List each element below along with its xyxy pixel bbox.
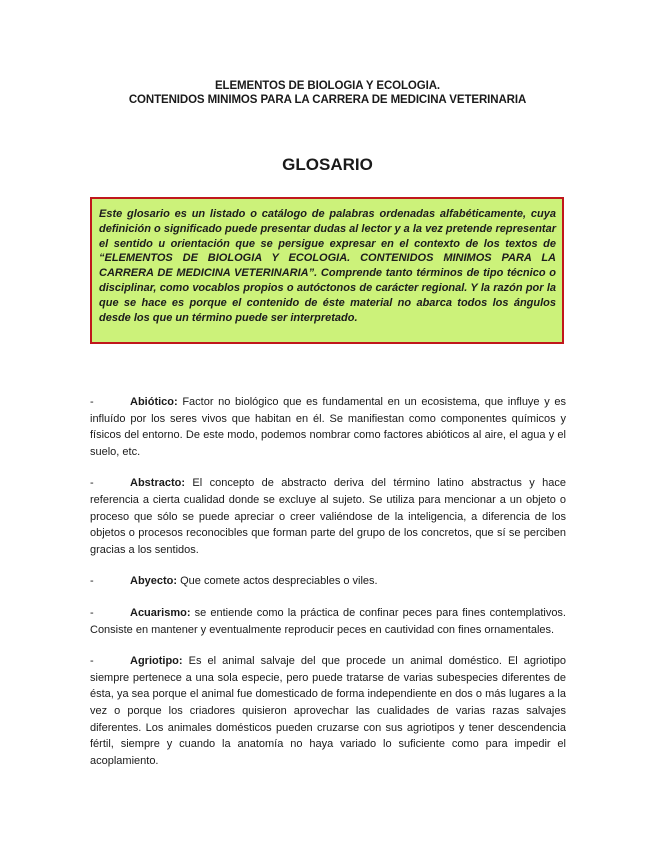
intro-box: [90, 197, 564, 344]
header-line-1: ELEMENTOS DE BIOLOGIA Y ECOLOGIA.: [214, 80, 441, 92]
entry-definition: se entiende como la práctica de confinar peces para fines contemplativos. Consiste en mantener y eventualmente reproducir peces en cautividad con fines ornamentales.: [90, 606, 566, 636]
entry-term: Abstracto:: [130, 477, 186, 490]
entry-term: Abyecto:: [130, 575, 178, 588]
entry-bullet: -: [90, 575, 94, 588]
entry-definition: Factor no biológico que es fundamental en un ecosistema, que influye y es influído por los seres vivos que habitan en él. Se manifiestan como componentes químicos y físicos del entorno. De este modo, podemos nombrar como factores abióticos al aire, el agua y el suelo, etc.: [90, 396, 566, 458]
entry-bullet: -: [90, 606, 94, 619]
entry-definition: Es el animal salvaje del que procede un animal doméstico. El agriotipo siempre pertenece a una sola especie, pero puede tratarse de varias subespecies diferentes de ésta, ya sea porque el animal fue domesticado de forma independiente en dos o más lugares a la vez o porque los criadores quisieron aprovechar las cualidades de varias razas salvajes diferentes. Los animales domésticos pueden cruzarse con sus agriotipos y tener descendencia fértil, siempre y cuando la anatomía no haya variado lo suficiente como para impedir el acoplamiento.: [90, 655, 566, 767]
glossary-entry: [90, 653, 566, 769]
glossary-entry: [90, 573, 566, 590]
entry-term: Agriotipo:: [130, 655, 183, 668]
entry-definition: El concepto de abstracto deriva del término latino abstractus y hace referencia a cierta cualidad donde se excluye al sujeto. Se utiliza para mencionar a un objeto o proceso que sólo se puede apreciar o creer valiéndose de la inteligencia, a diferencia de los objetos o procesos reconocibles que forman parte del grupo de los concretos, que sí se perciben gracias a los sentidos.: [90, 477, 566, 556]
glossary-entry: [90, 475, 566, 558]
page-title: GLOSARIO: [282, 155, 373, 174]
entry-bullet: -: [90, 477, 94, 490]
glossary-entry: [90, 605, 566, 638]
entry-term: Abiótico:: [130, 396, 178, 408]
document-header: [0, 79, 655, 107]
glossary-entry: [90, 394, 566, 460]
header-line-2: CONTENIDOS MINIMOS PARA LA CARRERA DE MEDICINA VETERINARIA: [128, 94, 527, 106]
entry-bullet: -: [90, 655, 94, 668]
entry-definition: Que comete actos despreciables o viles.: [177, 575, 378, 588]
entry-bullet: -: [90, 396, 94, 408]
glossary-list: [90, 394, 566, 784]
intro-text: Este glosario es un listado o catálogo de palabras ordenadas alfabéticamente, cuya definición o significado puede presentar dudas al lector y a la vez pretende representar el sentido u orientación que se persigue expresar en el contexto de los textos de “ELEMENTOS DE BIOLOGIA Y ECOLOGIA. CONTENIDOS MINIMOS PARA LA CARRERA DE MEDICINA VETERINARIA”. Comprende tanto términos de tipo técnico o disciplinar, como vocablos propios o autóctonos de carácter regional. Y la razón por la que se hace es porque el contenido de éste material no abarca todos los ángulos desde los que un término puede ser interpretado.: [99, 208, 556, 324]
entry-term: Acuarismo:: [130, 606, 191, 619]
